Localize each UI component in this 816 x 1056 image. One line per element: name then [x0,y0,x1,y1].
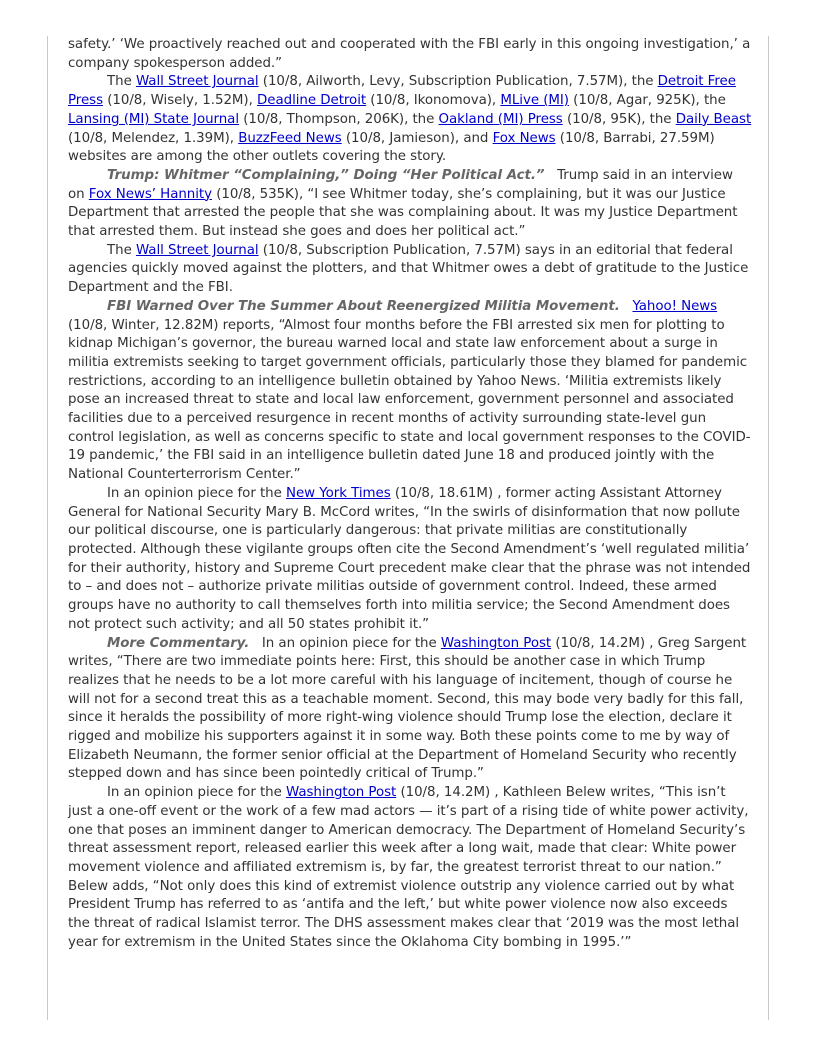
paragraph-text: (10/8, Thompson, 206K), the [239,111,439,127]
paragraph-text: (10/8, 535K), “I see Whitmer today, she’s complaining, but it was our Justice Department that arrested the people that she was complaining about. It was my Justice Department that arrested them. But instead she goes and does her political act.” [68,186,738,240]
paragraph-text [620,299,633,314]
paragraph-text: In an opinion piece for the [249,635,441,651]
link-yahoo-news[interactable]: Yahoo! News [632,298,718,314]
link-wall-street-journal[interactable]: Wall Street Journal [135,74,259,90]
paragraph-text: (10/8, Ailworth, Levy, Subscription Publication, 7.57M), the [258,74,658,90]
paragraph-trump-whitmer [68,167,752,242]
right-margin-rule [768,36,769,1020]
paragraph-text: (10/8, 18.61M) , former acting Assistant Attorney General for National Security Mary B. McCord writes, “In the swirls of disinformation that now pollute our political discourse, one is particularly dangerous: that private militias are constitutionally protected. Although these vigilante groups often cite the Second Amendment’s ‘well regulated militia’ for their authority, history and Supreme Court precedent make clear that the phrase was not intended to – and does not – authorize private militias outside of government control. Indeed, these armed groups have no authority to call themselves forth into militia service; the Second Amendment does not protect such activity; and all 50 states prohibit it.” [68,485,751,632]
paragraph-text: (10/8, 95K), the [562,111,676,127]
paragraph-text: Trump said in an interview on [68,167,738,202]
paragraph-text: safety.’ ‘We proactively reached out and cooperated with the FBI early in this ongoing investigation,’ a company spokesperson added.” [68,37,751,71]
link-new-york-times[interactable]: New York Times [286,485,391,501]
link-daily-beast[interactable]: Daily Beast [675,111,752,127]
link-deadline-detroit[interactable]: Deadline Detroit [257,93,367,109]
paragraph-text: (10/8, Jamieson), and [341,130,493,146]
paragraph-text: (10/8, Agar, 925K), the [568,93,726,109]
paragraph-text: The [107,74,136,90]
paragraph-text: (10/8, Ikonomova), [366,93,501,109]
paragraph-more-commentary [68,635,752,785]
link-washington-post[interactable]: Washington Post [440,635,552,651]
paragraph-wsj-editorial [68,242,752,298]
link-oakland-press[interactable]: Oakland (MI) Press [438,111,563,127]
paragraph-text: In an opinion piece for the [107,485,287,501]
paragraph-belew-opinion [68,784,752,952]
left-margin-rule [47,36,48,1020]
paragraph-text: (10/8, Winter, 12.82M) reports, “Almost four months before the FBI arrested six men for plotting to kidnap Michigan’s governor, the bureau warned local and state law enforcement about a surge in militia extremists seeking to target government officials, particularly those they blamed for pandemic restrictions, according to an intelligence bulletin obtained by Yahoo News. ‘Militia extremists likely pose an increased threat to state and local law enforcement, government personnel and associated facilities due to a perceived resurgence in recent months of activity surrounding state-level gun control legislation, as well as concerns specific to state and local government responses to the COVID-19 pandemic,’ the FBI said in an intelligence bulletin dated June 18 and produced jointly with the National Counterterrorism Center.” [68,317,751,483]
link-buzzfeed-news[interactable]: BuzzFeed News [238,130,342,146]
link-detroit-free-press[interactable]: Detroit Free Press [68,74,736,109]
section-heading: FBI Warned Over The Summer About Reenergized Militia Movement. [107,298,620,314]
link-fox-news-hannity[interactable]: Fox News’ Hannity [88,186,212,202]
paragraph-fbi-warned [68,298,752,485]
link-wall-street-journal[interactable]: Wall Street Journal [135,242,259,258]
paragraph-nyt-opinion [68,485,752,635]
document-body [68,36,752,952]
link-washington-post[interactable]: Washington Post [286,785,397,801]
link-fox-news[interactable]: Fox News [492,130,556,146]
section-heading: Trump: Whitmer “Complaining,” Doing “Her Political Act.” [107,167,545,183]
paragraph-text: (10/8, Subscription Publication, 7.57M) says in an editorial that federal agencies quickly moved against the plotters, and that Whitmer owes a debt of gratitude to the Justice Department and the FBI. [68,242,749,296]
paragraph-continuation [68,36,752,73]
paragraph-outlets [68,73,752,167]
paragraph-text: (10/8, Wisely, 1.52M), [103,93,258,109]
paragraph-text: The [107,242,136,258]
paragraph-text: In an opinion piece for the [107,785,287,801]
link-lansing-state-journal[interactable]: Lansing (MI) State Journal [68,111,240,127]
section-heading: More Commentary. [107,635,250,651]
paragraph-text: (10/8, Melendez, 1.39M), [68,130,239,146]
paragraph-text: (10/8, 14.2M) , Kathleen Belew writes, “This isn’t just a one-off event or the work of a few mad actors — it’s part of a rising tide of white power activity, one that poses an imminent danger to American democracy. The Department of Homeland Security’s threat assessment report, released earlier this week after a long wait, made that clear: White power movement violence and affiliated extremism is, by far, the greatest terrorist threat to our nation.” Belew adds, “Not only does this kind of extremist violence outstrip any violence carried out by what President Trump has referred to as ‘antifa and the left,’ but white power violence now also exceeds the threat of radical Islamist terror. The DHS assessment makes clear that ‘2019 was the most lethal year for extremism in the United States since the Oklahoma City bombing in 1995.’” [68,785,749,950]
paragraph-text: (10/8, 14.2M) , Greg Sargent writes, “There are two immediate points here: First, this should be another case in which Trump realizes that he needs to be a lot more careful with his language of incitement, though of course he will not for a second treat this as a teachable moment. Second, this may bode very badly for this fall, since it heralds the possibility of more right-wing violence should Trump lose the election, declare it rigged and mobilize his supporters against it in some way. Both these points come to me by way of Elizabeth Neumann, the former senior official at the Department of Homeland Security who recently stepped down and has since been pointedly critical of Trump.” [68,635,747,782]
paragraph-text: (10/8, Barrabi, 27.59M) websites are among the other outlets covering the story. [68,130,715,165]
link-mlive[interactable]: MLive (MI) [500,93,569,109]
